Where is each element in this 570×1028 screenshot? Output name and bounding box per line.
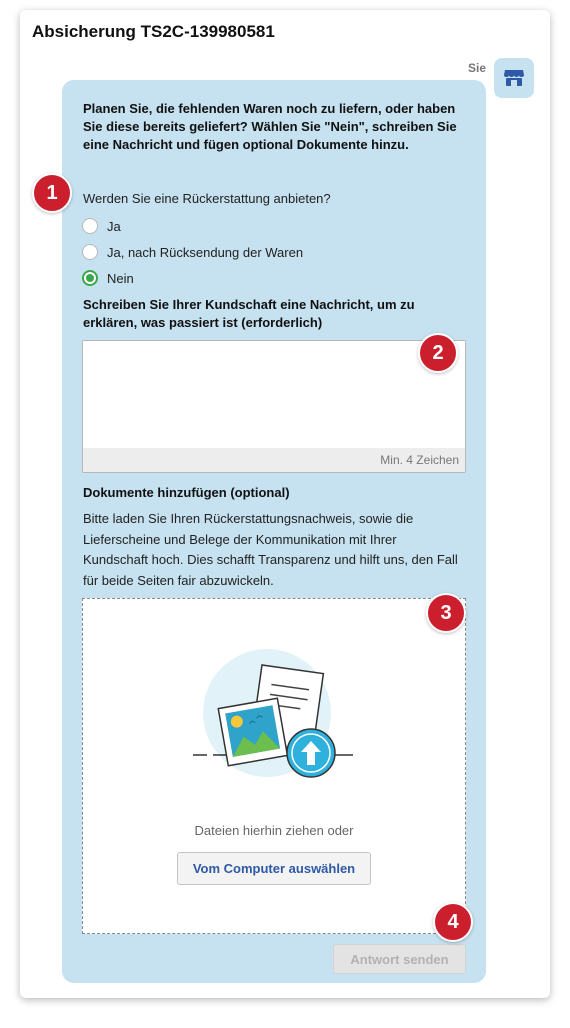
file-dropzone[interactable] — [82, 598, 466, 934]
radio-option-nein[interactable] — [82, 270, 134, 286]
choose-file-button[interactable]: Vom Computer auswählen — [177, 852, 371, 885]
step-marker-2: 2 — [418, 333, 458, 373]
radio-button[interactable] — [82, 244, 98, 260]
send-reply-button[interactable]: Antwort senden — [333, 944, 466, 974]
char-hint: Min. 4 Zeichen — [83, 448, 465, 472]
documents-text: Bitte laden Sie Ihren Rückerstattungsnachweis, sowie die Lieferscheine und Belege der Kommunikation mit Ihrer Kundschaft hoch. Dies schafft Transparenz und hilft uns, den Fall für beide Seiten fair abzuwickeln. — [83, 511, 458, 588]
dispute-card — [20, 10, 550, 998]
refund-question: Werden Sie eine Rückerstattung anbieten? — [83, 191, 331, 206]
step-marker-4: 4 — [433, 902, 473, 942]
radio-button-selected[interactable] — [82, 270, 98, 286]
message-label: Schreiben Sie Ihrer Kundschaft eine Nachricht, um zu erklären, was passiert ist (erforderlich) — [83, 297, 415, 330]
store-icon — [504, 69, 524, 87]
radio-button[interactable] — [82, 218, 98, 234]
message-bubble — [62, 80, 486, 983]
dropzone-text: Dateien hierhin ziehen oder — [194, 823, 354, 838]
avatar — [494, 58, 534, 98]
message-field — [82, 340, 466, 473]
radio-label: Ja — [107, 218, 121, 234]
message-input[interactable] — [83, 341, 465, 448]
radio-option-ja-ruecksendung[interactable] — [82, 244, 303, 260]
sender-label: Sie — [467, 61, 486, 75]
page-title: Absicherung TS2C-139980581 — [32, 22, 275, 41]
radio-label: Nein — [107, 270, 134, 286]
radio-label: Ja, nach Rücksendung der Waren — [107, 244, 304, 260]
radio-option-ja[interactable] — [82, 218, 121, 234]
step-marker-3: 3 — [426, 593, 466, 633]
step-marker-1: 1 — [32, 173, 72, 213]
documents-title: Dokumente hinzufügen (optional) — [83, 485, 290, 500]
intro-text: Planen Sie, die fehlenden Waren noch zu liefern, oder haben Sie diese bereits geliefert? Wählen Sie "Nein", schreiben Sie eine Nachricht und fügen optional Dokumente hinzu. — [83, 101, 457, 152]
upload-illustration-icon — [187, 647, 355, 787]
